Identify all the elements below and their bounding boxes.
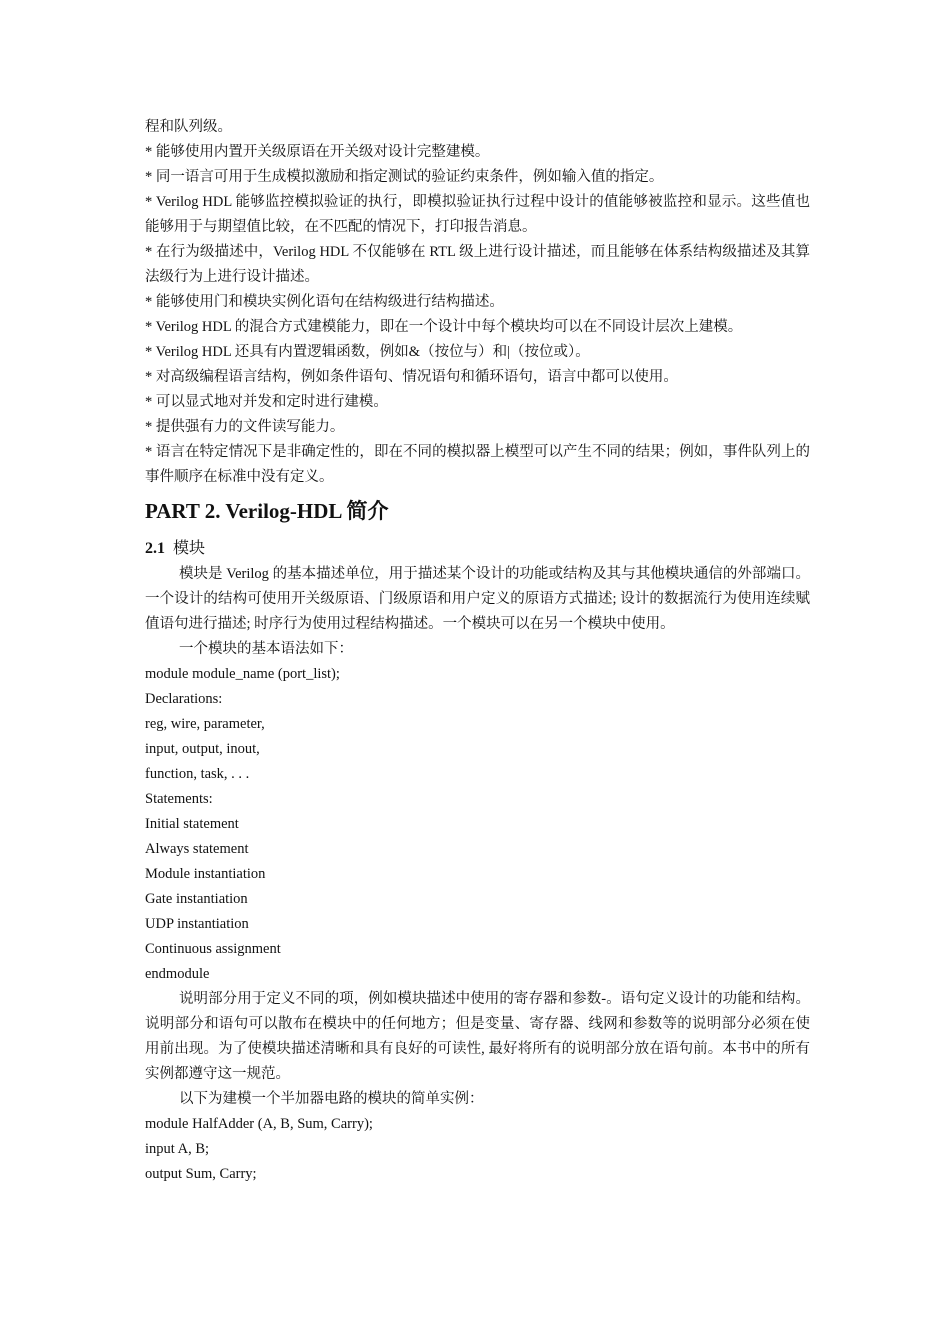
code-line: UDP instantiation — [145, 916, 249, 932]
list-item: * 能够使用内置开关级原语在开关级对设计完整建模。 — [145, 144, 490, 160]
part-heading: PART 2. Verilog-HDL 简介 — [145, 499, 389, 523]
code-line: Always statement — [145, 841, 249, 857]
code-line: Initial statement — [145, 816, 239, 832]
paragraph-module-intro: 模块是 Verilog 的基本描述单位，用于描述某个设计的功能或结构及其与其他模块通信的外部端口。一个设计的结构可使用开关级原语、门级原语和用户定义的原语方式描述; 设计的数据流行为使用连续赋值语句进行描述; 时序行为使用过程结构描述。一个模块可以在另一个模块中使用。 — [145, 566, 810, 632]
document-page — [145, 115, 810, 1187]
code-line: endmodule — [145, 966, 210, 982]
paragraph-syntax-intro: 一个模块的基本语法如下： — [179, 641, 353, 657]
paragraph-example-intro: 以下为建模一个半加器电路的模块的简单实例： — [179, 1091, 484, 1107]
list-item: * 对高级编程语言结构，例如条件语句、情况语句和循环语句，语言中都可以使用。 — [145, 369, 678, 385]
example-code-block — [145, 1112, 810, 1187]
code-line: function, task, . . . — [145, 766, 250, 782]
code-line: Gate instantiation — [145, 891, 248, 907]
code-line: Continuous assignment — [145, 941, 281, 957]
code-line: input A, B; — [145, 1141, 210, 1157]
list-item: * Verilog HDL 能够监控模拟验证的执行，即模拟验证执行过程中设计的值能够被监控和显示。这些值也能够用于与期望值比较，在不匹配的情况下，打印报告消息。 — [145, 194, 810, 235]
code-line: Declarations: — [145, 691, 223, 707]
paragraph-declarations: 说明部分用于定义不同的项，例如模块描述中使用的寄存器和参数-。语句定义设计的功能和结构。说明部分和语句可以散布在模块中的任何地方；但是变量、寄存器、线网和参数等的说明部分必须在使用前出现。为了使模块描述清晰和具有良好的可读性, 最好将所有的说明部分放在语句前。本书中的所有实例都遵守这一规范。 — [145, 991, 810, 1082]
section-number: 2.1 — [145, 540, 165, 557]
code-line: reg, wire, parameter, — [145, 716, 265, 732]
list-item: 程和队列级。 — [145, 119, 232, 135]
list-item: * 可以显式地对并发和定时进行建模。 — [145, 394, 388, 410]
intro-list — [145, 115, 810, 490]
list-item: * 提供强有力的文件读写能力。 — [145, 419, 345, 435]
code-line: Module instantiation — [145, 866, 266, 882]
section-title: 模块 — [173, 540, 206, 557]
list-item: * Verilog HDL 还具有内置逻辑函数，例如&（按位与）和|（按位或）。 — [145, 344, 590, 360]
code-line: module HalfAdder (A, B, Sum, Carry); — [145, 1116, 373, 1132]
list-item: * Verilog HDL 的混合方式建模能力，即在一个设计中每个模块均可以在不同设计层次上建模。 — [145, 319, 743, 335]
list-item: * 能够使用门和模块实例化语句在结构级进行结构描述。 — [145, 294, 504, 310]
list-item: * 在行为级描述中，Verilog HDL 不仅能够在 RTL 级上进行设计描述，而且能够在体系结构级描述及其算法级行为上进行设计描述。 — [145, 244, 810, 285]
code-line: output Sum, Carry; — [145, 1166, 257, 1182]
list-item: * 语言在特定情况下是非确定性的，即在不同的模拟器上模型可以产生不同的结果；例如，事件队列上的事件顺序在标准中没有定义。 — [145, 444, 810, 485]
syntax-code-block — [145, 662, 810, 987]
code-line: module module_name (port_list); — [145, 666, 340, 682]
list-item: * 同一语言可用于生成模拟激励和指定测试的验证约束条件，例如输入值的指定。 — [145, 169, 664, 185]
code-line: Statements: — [145, 791, 213, 807]
code-line: input, output, inout, — [145, 741, 260, 757]
section-heading — [145, 536, 810, 562]
